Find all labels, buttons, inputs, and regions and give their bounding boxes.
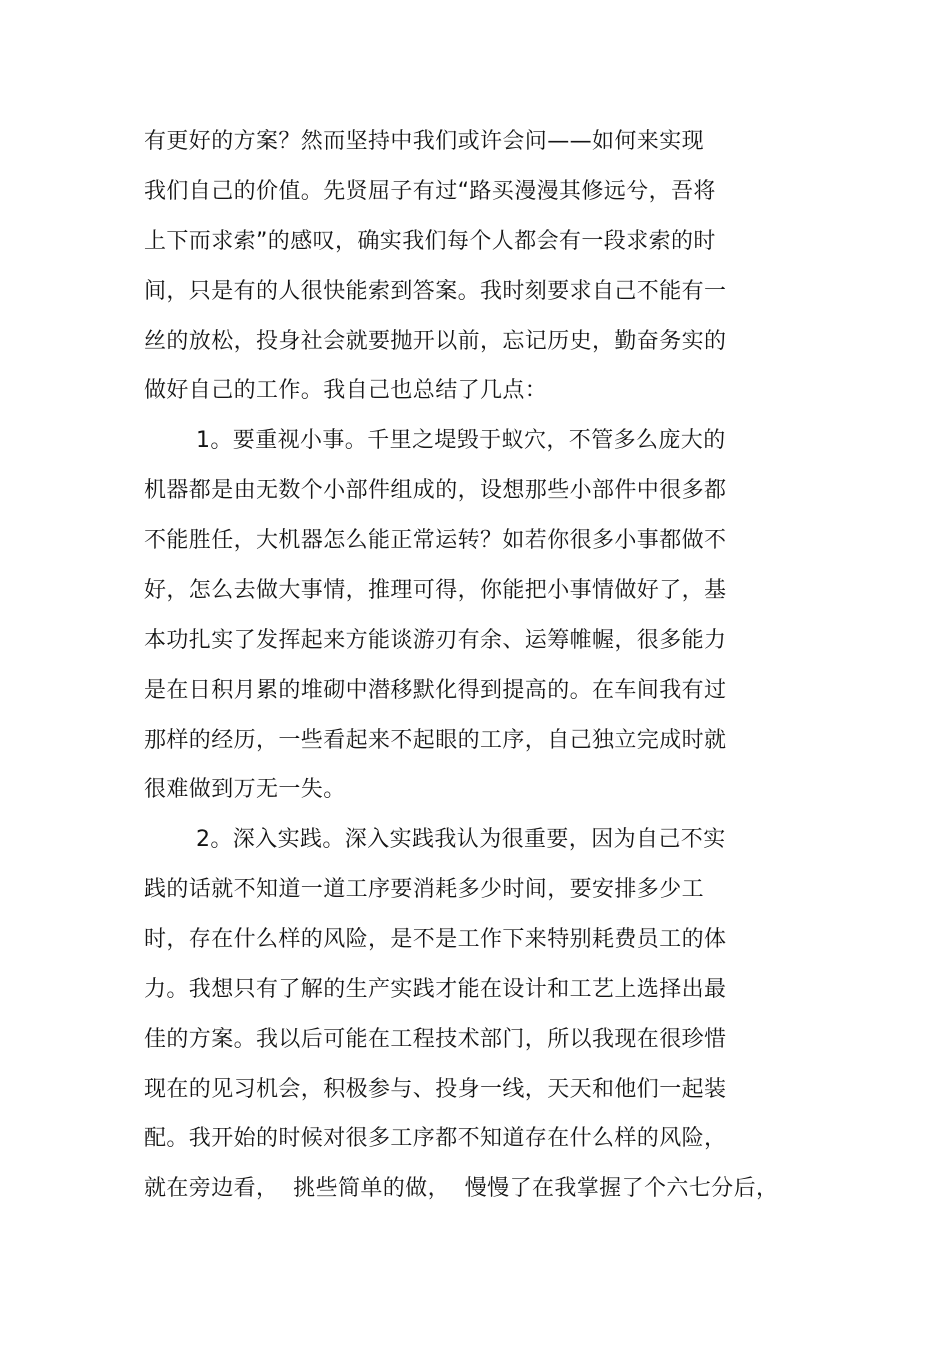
text-line: 是在日积月累的堆砌中潜移默化得到提高的。在车间我有过 <box>144 678 727 703</box>
text-line: 那样的经历，一些看起来不起眼的工序，自己独立完成时就 <box>144 728 727 753</box>
text-line: 机器都是由无数个小部件组成的，设想那些小部件中很多都 <box>144 478 727 503</box>
text-line: 现在的见习机会，积极参与、投身一线，天天和他们一起装 <box>144 1077 727 1102</box>
text-line: 有更好的方案？然而坚持中我们或许会问——如何来实现 <box>144 129 705 154</box>
text-line: 丝的放松，投身社会就要抛开以前，忘记历史，勤奋务实的 <box>144 329 727 354</box>
text-line: 力。我想只有了解的生产实践才能在设计和工艺上选择出最 <box>144 977 727 1002</box>
text-line: 我们自己的价值。先贤屈子有过“路买漫漫其修远兮，吾将 <box>144 179 716 204</box>
text-line: 时，存在什么样的风险，是不是工作下来特别耗费员工的体 <box>144 927 727 952</box>
text-line: 就在旁边看， 挑些简单的做， 慢慢了在我掌握了个六七分后， <box>144 1176 779 1201</box>
text-line: 佳的方案。我以后可能在工程技术部门，所以我现在很珍惜 <box>144 1027 727 1052</box>
text-line: 不能胜任，大机器怎么能正常运转？如若你很多小事都做不 <box>144 528 727 553</box>
text-line: 践的话就不知道一道工序要消耗多少时间，要安排多少工 <box>144 877 705 902</box>
list-item-1-heading: 1。要重视小事。千里之堤毁于蚁穴，不管多么庞大的 <box>196 428 726 453</box>
text-line: 做好自己的工作。我自己也总结了几点： <box>144 378 548 403</box>
list-item-2-heading: 2。深入实践。深入实践我认为很重要，因为自己不实 <box>196 827 726 852</box>
text-line: 好，怎么去做大事情，推理可得，你能把小事情做好了，基 <box>144 578 727 603</box>
text-line: 上下而求索”的感叹，确实我们每个人都会有一段求索的时 <box>144 229 716 254</box>
text-line: 配。我开始的时候对很多工序都不知道存在什么样的风险， <box>144 1126 727 1151</box>
text-line: 本功扎实了发挥起来方能谈游刃有余、运筹帷幄，很多能力 <box>144 628 727 653</box>
text-line: 很难做到万无一失。 <box>144 777 346 802</box>
text-line: 间，只是有的人很快能索到答案。我时刻要求自己不能有一 <box>144 279 727 304</box>
